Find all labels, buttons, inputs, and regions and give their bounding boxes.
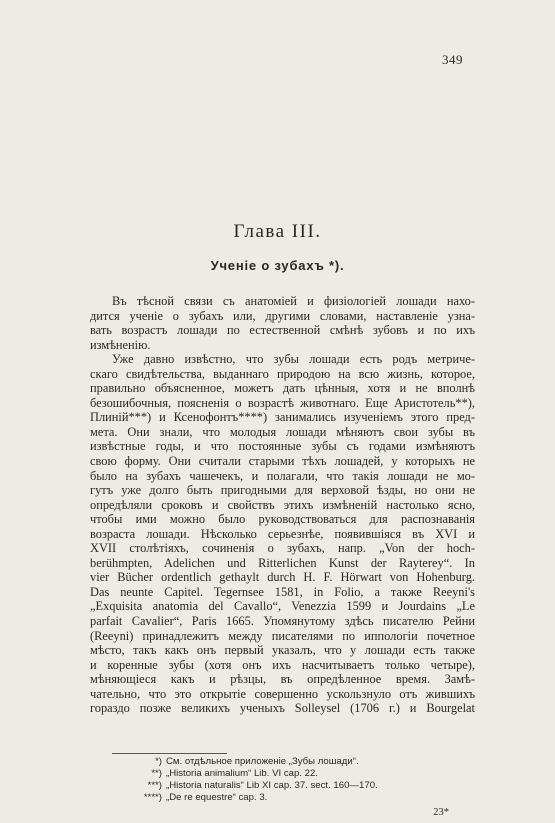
footnote-text: „Historia naturalis“ Lib XI cap. 37. sect. 160—170.: [166, 780, 378, 791]
text-line: было на зубахъ чашечекъ, и полагали, что такія лошади не мо-: [90, 468, 475, 483]
text-line: чательно, что это открытіе совершенно ускользнуло отъ жившихъ: [90, 686, 475, 701]
text-line: мѣняющіеся какъ и рѣзцы, въ опредѣленное время. Замѣ-: [90, 672, 475, 687]
footnote-mark: **): [151, 768, 162, 779]
footnote-mark: ****): [143, 792, 162, 803]
footnote: [130, 768, 460, 780]
footnote: [130, 792, 460, 804]
text-line: гутъ уже долго быть пригодными для верховой ѣзды, но они не: [90, 483, 475, 498]
text-line: vier Bücher ordentlich gethaylt durch H. F. Hörwart von Hohenburg.: [90, 570, 475, 585]
footnote-divider: [112, 753, 227, 754]
footnote-mark: *): [155, 756, 162, 767]
text-line: дится ученіе о зубахъ или, другими словами, наставленіе узна-: [90, 308, 475, 323]
text-line: мѣсто, такъ какъ онъ первый указалъ, что у лошади есть также: [90, 643, 475, 658]
text-line: parfait Cavalier“, Paris 1665. Упомянутому здѣсь писателю Рейни: [90, 614, 475, 629]
footnote-text: „Historia animalium“ Lib. VI cap. 22.: [166, 768, 318, 779]
footnote-mark: ***): [147, 780, 162, 791]
text-line: Das neunte Capitel. Tegernsee 1581, in Folio, а также Reeyni's: [90, 584, 475, 599]
text-line: чтобы ими можно было руководствоваться для распознаванія: [90, 512, 475, 527]
footnotes: [130, 756, 460, 804]
text-line: XVII столѣтіяхъ, сочиненія о зубахъ, напр. „Von der hoch-: [90, 541, 475, 556]
text-line: вать возрастъ лошади по естественной смѣнѣ зубовъ и по ихъ: [90, 323, 475, 338]
text-line: и коренные зубы (хотя онъ ихъ насчитываетъ только четыре),: [90, 657, 475, 672]
text-line: возраста лошади. Нѣсколько серьезнѣе, появившіяся въ XVI и: [90, 526, 475, 541]
text-line: гораздо позже великихъ ученыхъ Solleysel (1706 г.) и Bourgelat: [90, 701, 475, 716]
text-line: правильно объясненное, можетъ дать цѣнныя, хотя и не вполнѣ: [90, 381, 475, 396]
body-text: [90, 294, 475, 716]
footnote: [130, 756, 460, 768]
footnote-text: См. отдѣльное приложеніе „Зубы лошади“.: [166, 756, 359, 767]
chapter-title: Глава III.: [233, 221, 322, 242]
footnote-text: „De re equestre“ cap. 3.: [166, 792, 268, 803]
footnote: [130, 780, 460, 792]
text-line: измѣненію.: [90, 337, 151, 352]
text-line: безошибочныя, поясненія о возрастѣ животнаго. Еще Аристотель**),: [90, 395, 475, 410]
text-line: скаго свидѣтельства, выданнаго природою на всю жизнь, которое,: [90, 366, 475, 381]
printer-signature-mark: 23*: [433, 807, 449, 818]
text-line: мета. Они знали, что молодыя лошади мѣняютъ свои зубы въ: [90, 424, 475, 439]
text-line: Въ тѣсной связи съ анатоміей и физіологіей лошади нахо-: [112, 294, 475, 308]
text-line: свою форму. Они считали старыми тѣхъ лошадей, у которыхъ не: [90, 454, 475, 469]
page-number: 349: [442, 52, 463, 67]
text-line: Плиній***) и Ксенофонтъ****) занимались изученіемъ этого пред-: [90, 410, 475, 425]
text-line: berühmpten, Adelichen und Ritterlichen Kunst der Rayterey“. In: [90, 555, 475, 570]
text-line: извѣстные годы, и что постоянные зубы съ годами измѣняютъ: [90, 439, 475, 454]
section-title: Ученіе о зубахъ *).: [210, 258, 345, 273]
text-line: опредѣляли сроковъ и свойствъ этихъ измѣненій настолько ясно,: [90, 497, 475, 512]
text-line: „Exquisita anatomia del Cavallo“, Venezzia 1599 и Jourdains „Le: [90, 599, 475, 614]
text-line: Уже давно извѣстно, что зубы лошади есть родъ метриче-: [112, 352, 475, 367]
text-line: (Reeyni) принадлежитъ между писателями по иппологіи почетное: [90, 628, 475, 643]
